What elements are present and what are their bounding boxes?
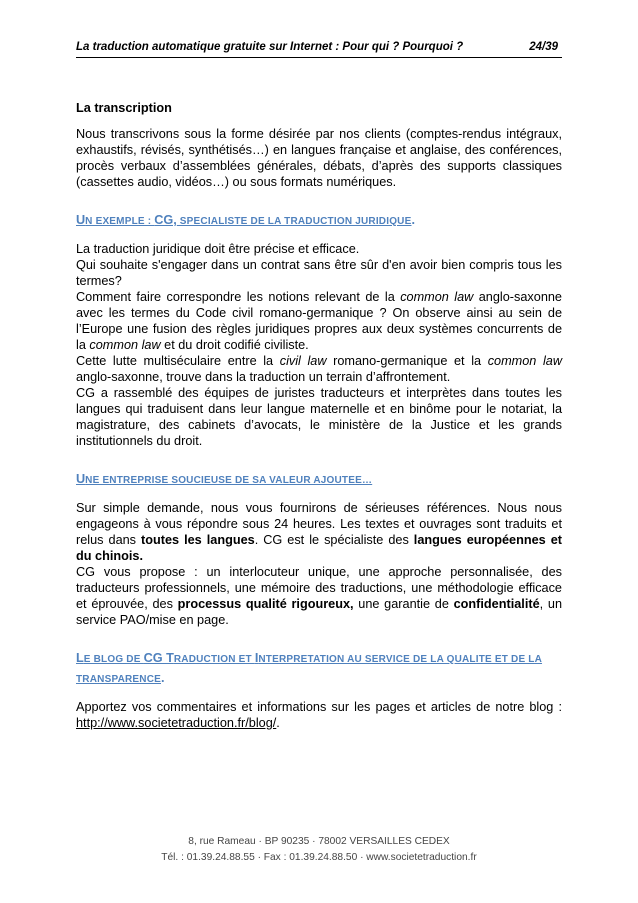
document-body: [76, 100, 562, 731]
page-footer: [0, 834, 638, 866]
paragraph: Qui souhaite s'engager dans un contrat sans être sûr d'en avoir bien compris tous les termes?: [76, 258, 562, 288]
transcription-paragraph: Nous transcrivons sous la forme désirée par nos clients (comptes-rendus intégraux, exhaustifs, révisés, synthétisés…) en langues française et anglaise, des conférences, procès verbaux d’assemblées générales, débats, d’après des supports classiques (cassettes audio, vidéos…) ou sous formats numériques.: [76, 127, 562, 189]
paragraph: Apportez vos commentaires et informations sur les pages et articles de notre blog : http://www.societetraduction.fr/blog/.: [76, 700, 562, 730]
paragraph: Cette lutte multiséculaire entre la civil law romano-germanique et la common law anglo-saxonne, trouve dans la traduction un terrain d’affrontement.: [76, 354, 562, 384]
section-heading-example: UN EXEMPLE : CG, SPECIALISTE DE LA TRADUCTION JURIDIQUE.: [76, 213, 416, 227]
footer-contact: Tél. : 01.39.24.88.55 · Fax : 01.39.24.88.50 · www.societetraduction.fr: [161, 852, 477, 863]
paragraph: Comment faire correspondre les notions relevant de la common law anglo-saxonne avec les termes du Code civil romano-germanique ? On observe ainsi au sein de l’Europe une fusion des règles juridiques propres aux deux systèmes concurrents de la common law et du droit codifié civiliste.: [76, 290, 562, 352]
section-heading-blog: LE BLOG DE CG TRADUCTION ET INTERPRETATION AU SERVICE DE LA QUALITE ET DE LA TRANSPARENCE.: [76, 651, 543, 685]
footer-address: 8, rue Rameau · BP 90235 · 78002 VERSAILLES CEDEX: [188, 836, 450, 847]
blog-link[interactable]: http://www.societetraduction.fr/blog/: [76, 716, 277, 730]
document-title: La traduction automatique gratuite sur Internet : Pour qui ? Pourquoi ?: [76, 41, 464, 53]
page-header: [76, 41, 562, 58]
paragraph: La traduction juridique doit être précise et efficace.: [76, 242, 360, 256]
paragraph: CG vous propose : un interlocuteur unique, une approche personnalisée, des traducteurs professionnels, une mémoire des traductions, une méthodologie efficace et éprouvée, des processus qualité rigoureux, une garantie de confidentialité, un service PAO/mise en page.: [76, 565, 562, 627]
section-heading-value: UNE ENTREPRISE SOUCIEUSE DE SA VALEUR AJOUTEE…: [76, 472, 373, 486]
paragraph: CG a rassemblé des équipes de juristes traducteurs et interprètes dans toutes les langues qui traduisent dans leur langue maternelle et en binôme pour le notariat, la magistrature, des cabinets d’avocats, le ministère de la Justice et les grands institutionnels du droit.: [76, 386, 562, 448]
page-number: 24/39: [529, 41, 558, 53]
transcription-heading: La transcription: [76, 101, 172, 115]
paragraph: Sur simple demande, nous vous fournirons de sérieuses références. Nous nous engageons à vous répondre sous 24 heures. Les textes et ouvrages sont traduits et relus dans toutes les langues. CG est le spécialiste des langues européennes et du chinois.: [76, 501, 563, 563]
